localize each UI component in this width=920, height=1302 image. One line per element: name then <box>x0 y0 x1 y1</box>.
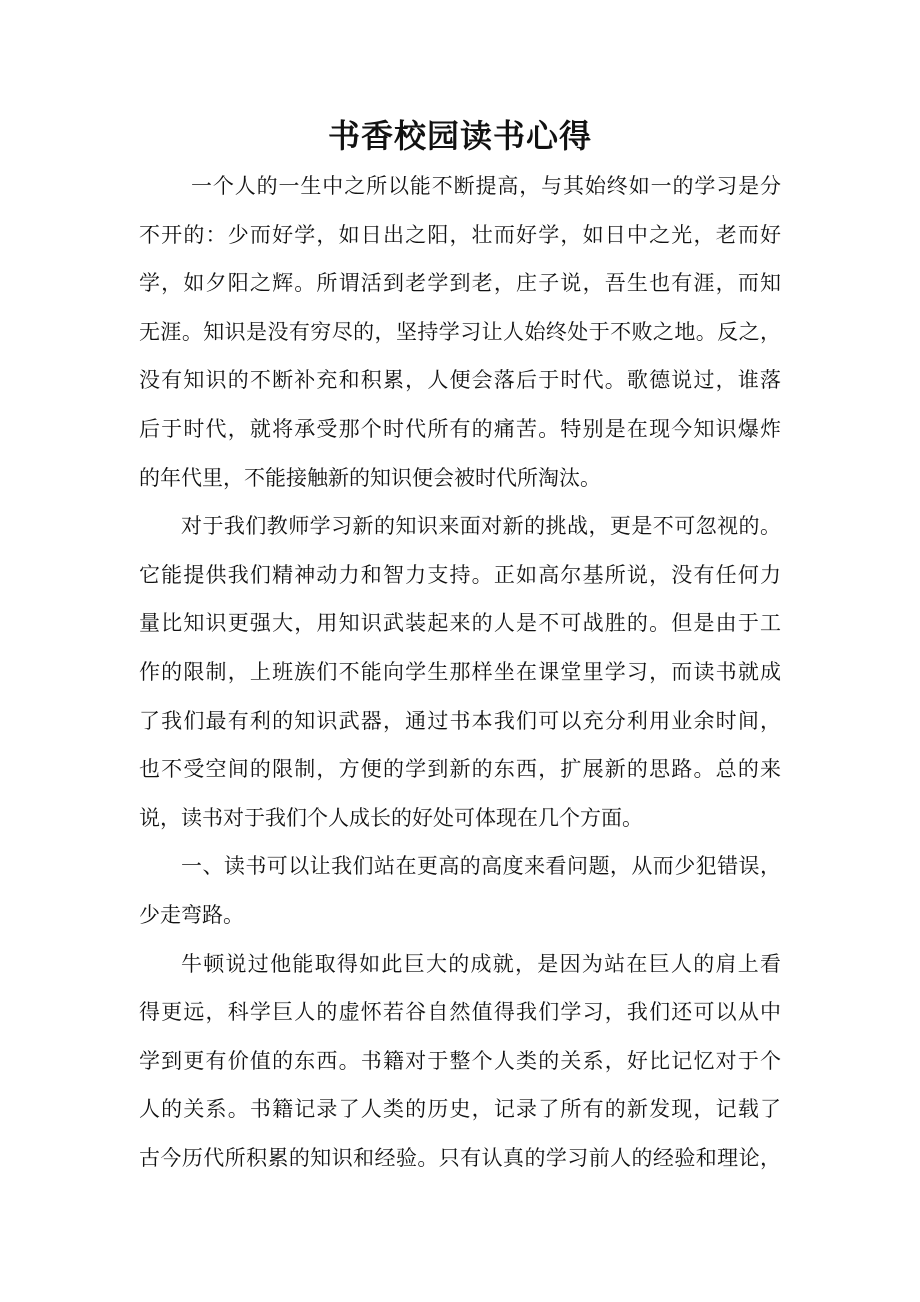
paragraph-line: 的年代里，不能接触新的知识便会被时代所淘汰。 <box>139 465 601 490</box>
paragraph-line: 人的关系。书籍记录了人类的历史，记录了所有的新发现，记载了 <box>139 1097 781 1122</box>
paragraph-line: 少走弯路。 <box>139 902 244 927</box>
document-body <box>139 162 781 1182</box>
paragraph-line: 说，读书对于我们个人成长的好处可体现在几个方面。 <box>139 805 643 830</box>
paragraph-line: 得更远，科学巨人的虚怀若谷自然值得我们学习，我们还可以从中 <box>139 1000 781 1025</box>
paragraph-line: 它能提供我们精神动力和智力支持。正如高尔基所说，没有任何力 <box>139 562 781 587</box>
paragraph-1 <box>139 162 781 502</box>
paragraph-line: 牛顿说过他能取得如此巨大的成就，是因为站在巨人的肩上看 <box>181 951 781 976</box>
paragraph-3 <box>139 842 781 939</box>
paragraph-4 <box>139 940 781 1183</box>
paragraph-line: 了我们最有利的知识武器，通过书本我们可以充分利用业余时间， <box>139 708 781 733</box>
paragraph-line: 作的限制，上班族们不能向学生那样坐在课堂里学习，而读书就成 <box>139 659 781 684</box>
paragraph-line: 不开的：少而好学，如日出之阳，壮而好学，如日中之光，老而好 <box>139 222 781 247</box>
paragraph-line: 学，如夕阳之辉。所谓活到老学到老，庄子说，吾生也有涯，而知 <box>139 271 781 296</box>
paragraph-line: 后于时代，就将承受那个时代所有的痛苦。特别是在现今知识爆炸 <box>139 416 781 441</box>
paragraph-2 <box>139 502 781 842</box>
paragraph-line: 一个人的一生中之所以能不断提高，与其始终如一的学习是分 <box>191 174 781 198</box>
paragraph-line: 古今历代所积累的知识和经验。只有认真的学习前人的经验和理论， <box>139 1145 781 1170</box>
document-title: 书香校园读书心得 <box>327 117 592 155</box>
paragraph-line: 一、读书可以让我们站在更高的高度来看问题，从而少犯错误， <box>181 854 781 879</box>
paragraph-line: 对于我们教师学习新的知识来面对新的挑战，更是不可忽视的。 <box>181 514 781 539</box>
paragraph-line: 学到更有价值的东西。书籍对于整个人类的关系，好比记忆对于个 <box>139 1048 781 1073</box>
paragraph-line: 没有知识的不断补充和积累，人便会落后于时代。歌德说过，谁落 <box>139 368 781 393</box>
paragraph-line: 无涯。知识是没有穷尽的，坚持学习让人始终处于不败之地。反之， <box>139 319 781 344</box>
paragraph-line: 也不受空间的限制，方便的学到新的东西，扩展新的思路。总的来 <box>139 757 781 782</box>
paragraph-line: 量比知识更强大，用知识武装起来的人是不可战胜的。但是由于工 <box>139 611 781 636</box>
